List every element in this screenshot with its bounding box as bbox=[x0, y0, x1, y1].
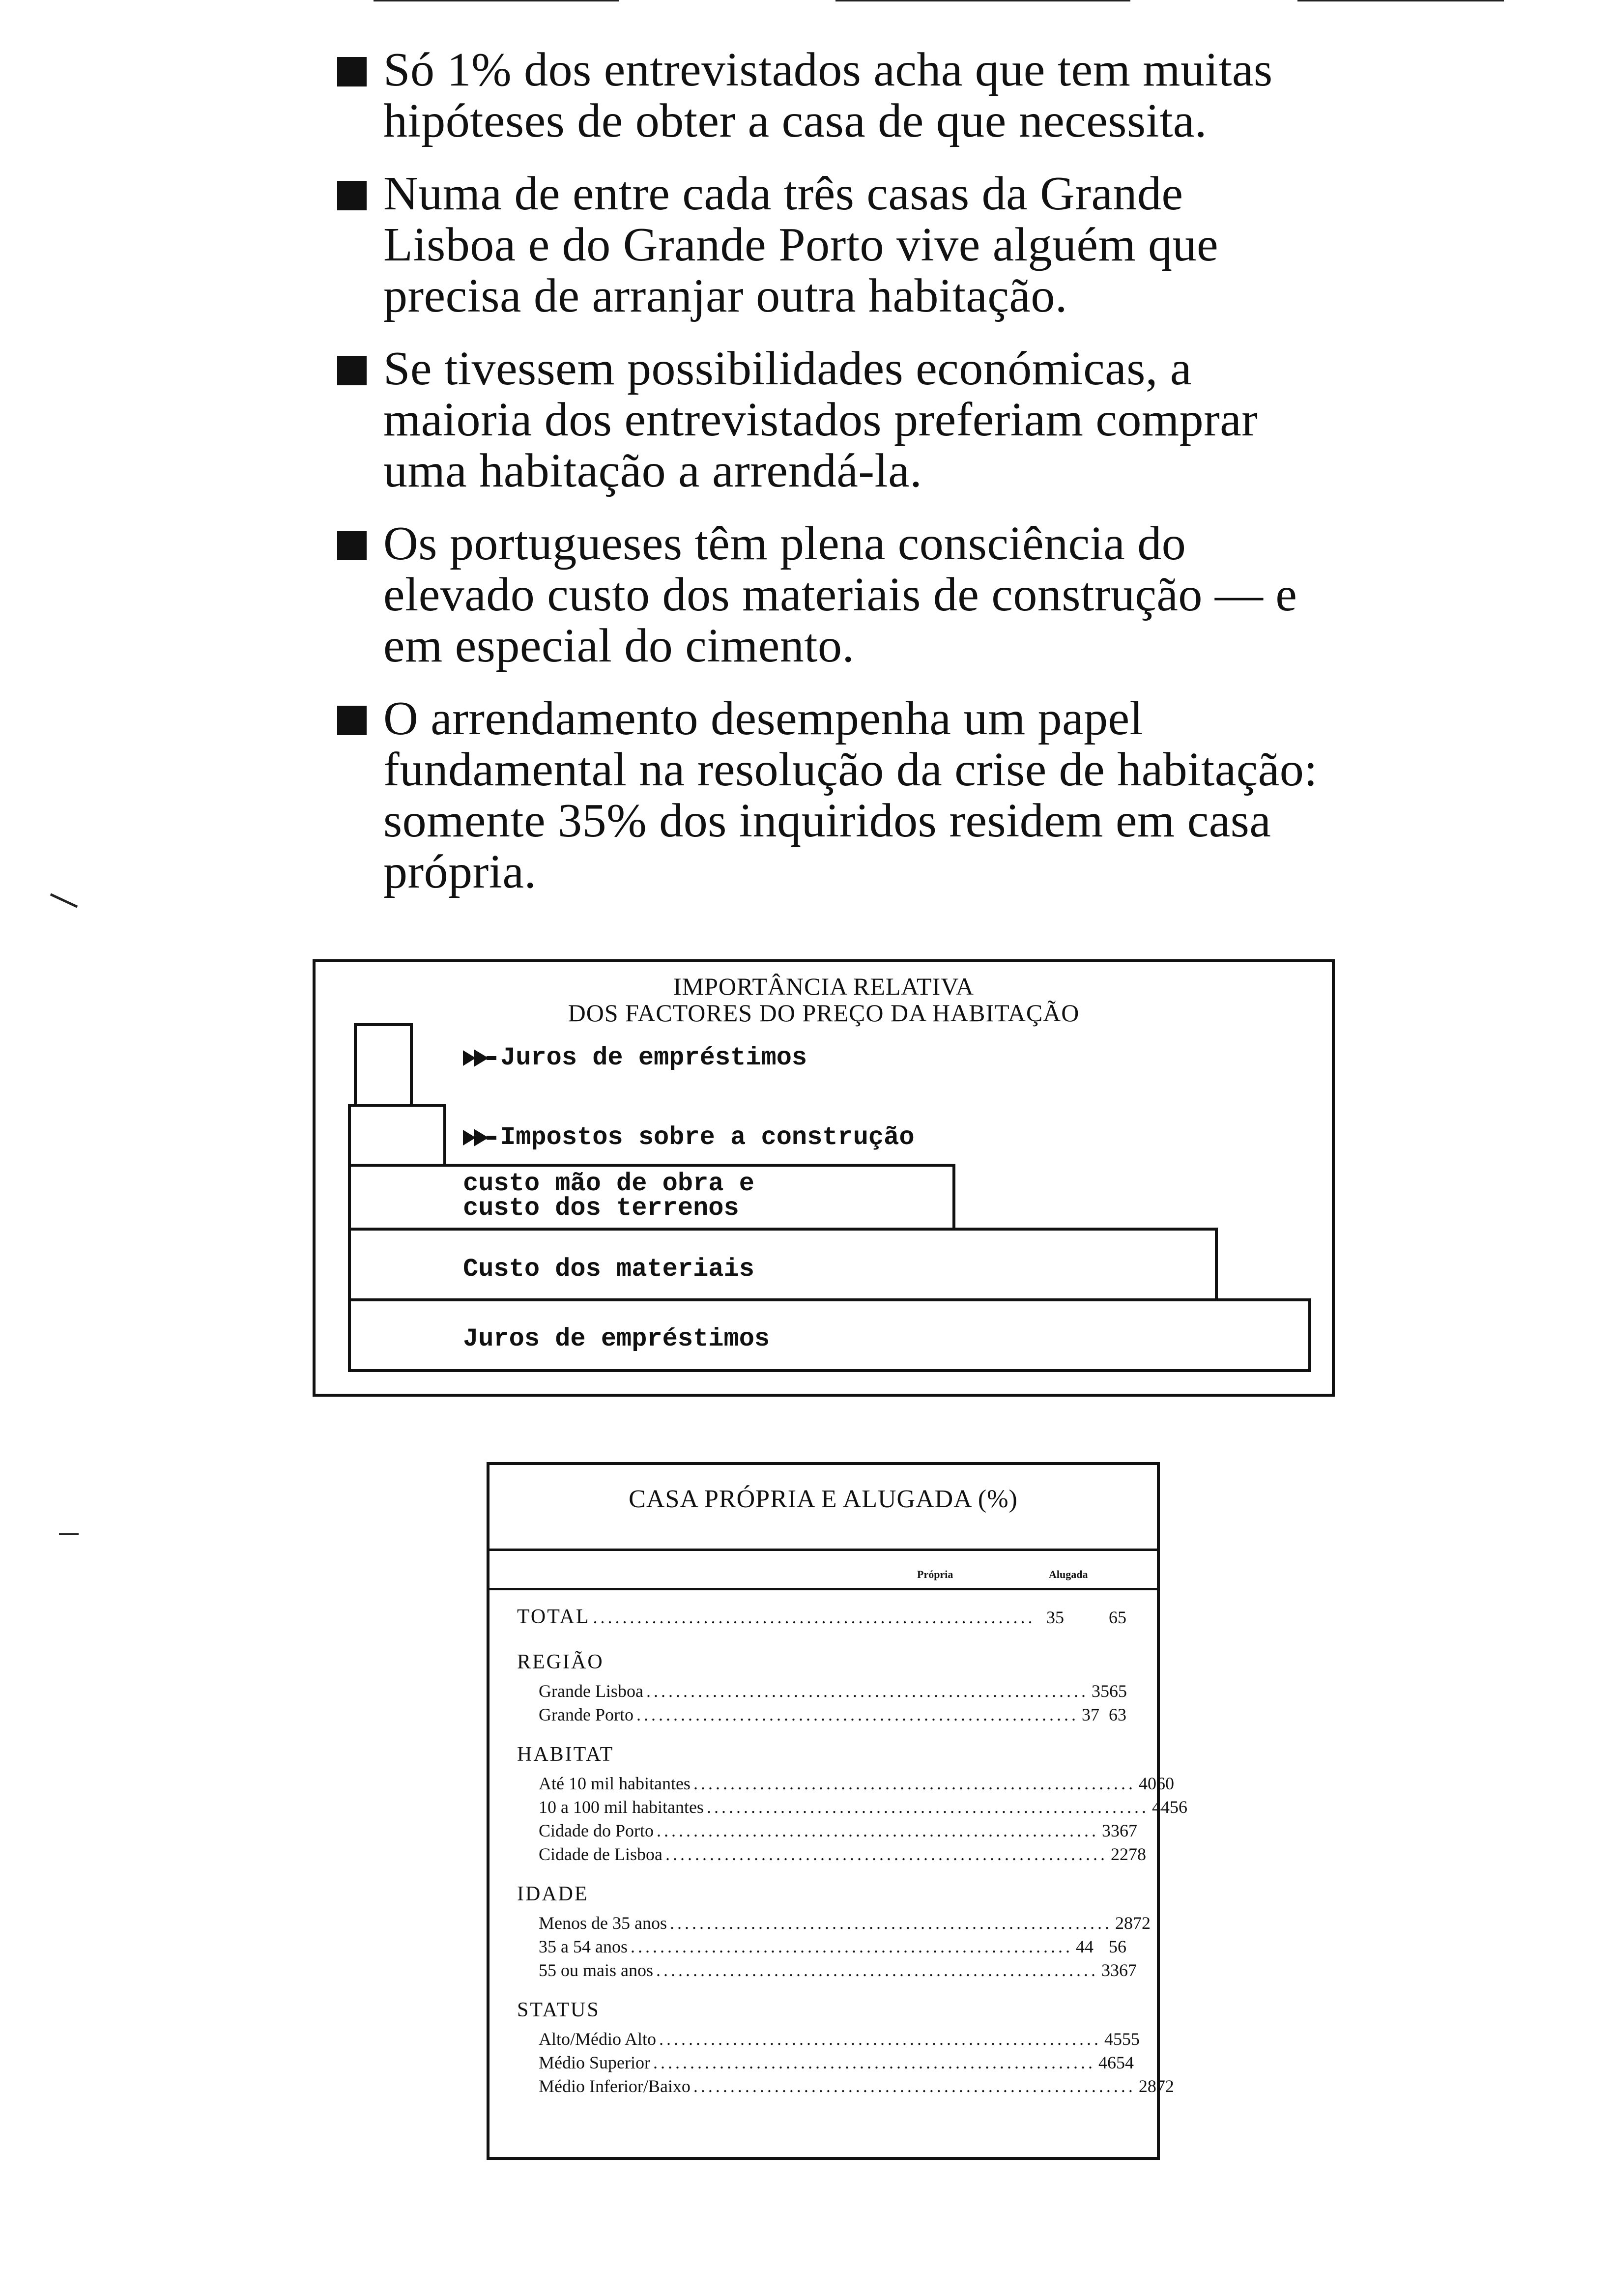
leader-dots: ............................................................ bbox=[656, 1821, 1099, 1840]
bullet-list bbox=[329, 44, 1322, 919]
factor-label: Juros de empréstimos bbox=[463, 1324, 770, 1353]
leader-dots: ............................................................ bbox=[656, 1960, 1098, 1980]
own-value: 33 bbox=[1101, 1821, 1120, 1840]
table-row bbox=[517, 1844, 1146, 1867]
double-arrow-right-icon bbox=[463, 1047, 497, 1069]
leader-dots: ............................................................ bbox=[665, 1844, 1108, 1864]
row-label: Médio Superior bbox=[539, 2053, 650, 2072]
factor-label: Juros de empréstimos bbox=[500, 1043, 807, 1072]
bullet-text: Os portugueses têm plena consciência do elevado custo dos materiais de construção — e em especial do cimento. bbox=[383, 517, 1297, 672]
leader-dots: ............................................................ bbox=[636, 1705, 1079, 1724]
square-bullet-icon bbox=[337, 356, 367, 385]
divider bbox=[489, 1549, 1157, 1551]
row-label: 55 ou mais anos bbox=[539, 1960, 653, 1980]
leader-dots: ............................................................ bbox=[630, 1937, 1073, 1956]
table-row bbox=[517, 1936, 1131, 1960]
ownership-table bbox=[487, 1462, 1187, 2160]
rent-value: 63 bbox=[1109, 1705, 1126, 1724]
square-bullet-icon bbox=[337, 706, 367, 735]
bullet-text: O arrendamento desempenha um papel fundamental na resolução da crise de habitação: somente 35% dos inquiridos residem em casa própria. bbox=[383, 692, 1318, 898]
scan-speck bbox=[50, 893, 78, 908]
double-arrow-right-icon bbox=[463, 1127, 497, 1148]
rent-value: 72 bbox=[1132, 1913, 1151, 1933]
own-value: 28 bbox=[1115, 1913, 1133, 1933]
own-value: 33 bbox=[1101, 1960, 1119, 1980]
factor-label: custo mão de obra e bbox=[463, 1169, 754, 1198]
row-label: Até 10 mil habitantes bbox=[539, 1774, 691, 1793]
leader-dots: ............................................................ bbox=[693, 1774, 1136, 1793]
table-row bbox=[517, 1704, 1131, 1728]
bullet-text: Só 1% dos entrevistados acha que tem muitas hipóteses de obter a casa de que necessita. bbox=[383, 43, 1273, 147]
divider bbox=[489, 1588, 1157, 1590]
column-header-own: Própria bbox=[917, 1568, 953, 1580]
bullet-item bbox=[329, 343, 1322, 496]
own-value: 44 bbox=[1075, 1937, 1094, 1956]
factor-label: Impostos sobre a construção bbox=[500, 1123, 915, 1152]
bullet-item bbox=[329, 693, 1322, 897]
factor-label: custo dos terrenos bbox=[463, 1194, 739, 1223]
group-label: IDADE bbox=[517, 1883, 589, 1905]
row-label: Cidade do Porto bbox=[539, 1821, 654, 1840]
bullet-item bbox=[329, 518, 1322, 671]
factor-row bbox=[463, 1124, 915, 1151]
row-label: Grande Lisboa bbox=[539, 1681, 643, 1701]
rent-value: 78 bbox=[1128, 1844, 1146, 1864]
diagram-title bbox=[316, 973, 1332, 1026]
own-value: 28 bbox=[1138, 2076, 1156, 2096]
bullet-text: Numa de entre cada três casas da Grande Lisboa e do Grande Porto vive alguém que precisa de arranjar outra habitação. bbox=[383, 167, 1219, 322]
group-label: REGIÃO bbox=[517, 1651, 604, 1673]
table-row bbox=[517, 1773, 1174, 1797]
table-row bbox=[517, 1820, 1137, 1844]
table-row bbox=[517, 2052, 1134, 2076]
rent-value: 67 bbox=[1119, 1960, 1137, 1980]
rent-value: 72 bbox=[1156, 2076, 1174, 2096]
row-label: Grande Porto bbox=[539, 1705, 633, 1724]
table-row bbox=[517, 1797, 1187, 1820]
scan-speck bbox=[1297, 0, 1504, 1]
group-label: HABITAT bbox=[517, 1743, 614, 1766]
row-label: TOTAL bbox=[517, 1606, 590, 1628]
column-header-rent: Alugada bbox=[1049, 1568, 1088, 1580]
rent-value: 65 bbox=[1109, 1681, 1127, 1701]
table-row bbox=[517, 2029, 1140, 2052]
factor-label: Custo dos materiais bbox=[463, 1255, 754, 1284]
bullet-item bbox=[329, 44, 1322, 146]
own-value: 44 bbox=[1151, 1797, 1170, 1817]
square-bullet-icon bbox=[337, 531, 367, 560]
own-value: 22 bbox=[1110, 1844, 1128, 1864]
scan-speck bbox=[835, 0, 1130, 1]
own-value: 40 bbox=[1138, 1774, 1156, 1793]
bullet-text: Se tivessem possibilidades económicas, a maioria dos entrevistados preferiam comprar uma habitação a arrendá-la. bbox=[383, 342, 1258, 497]
row-label: 35 a 54 anos bbox=[539, 1937, 628, 1956]
table-row bbox=[517, 1913, 1151, 1936]
table-row bbox=[517, 1960, 1137, 1983]
square-bullet-icon bbox=[337, 57, 367, 86]
row-label: Médio Inferior/Baixo bbox=[539, 2076, 691, 2096]
rent-value: 67 bbox=[1119, 1821, 1137, 1840]
row-label: Alto/Médio Alto bbox=[539, 2029, 657, 2049]
table-body bbox=[517, 1605, 1187, 2099]
price-factors-diagram bbox=[313, 959, 1335, 1397]
leader-dots: ............................................................ bbox=[593, 1607, 1036, 1627]
bullet-item bbox=[329, 168, 1322, 321]
group-label: STATUS bbox=[517, 1999, 600, 2021]
step-box-top bbox=[354, 1023, 413, 1107]
rent-value: 54 bbox=[1116, 2053, 1134, 2072]
table-row bbox=[517, 1681, 1131, 1704]
scan-speck bbox=[374, 0, 619, 1]
leader-dots: ............................................................ bbox=[669, 1913, 1112, 1933]
table-row bbox=[517, 1605, 1131, 1636]
rent-value: 60 bbox=[1156, 1774, 1174, 1793]
step-box-second bbox=[348, 1104, 446, 1167]
own-value: 45 bbox=[1104, 2029, 1123, 2049]
diagram-title-line2: DOS FACTORES DO PREÇO DA HABITAÇÃO bbox=[568, 999, 1080, 1027]
leader-dots: ............................................................ bbox=[646, 1681, 1089, 1701]
row-label: Cidade de Lisboa bbox=[539, 1844, 662, 1864]
own-value: 46 bbox=[1098, 2053, 1116, 2072]
square-bullet-icon bbox=[337, 181, 367, 210]
own-value: 35 bbox=[1046, 1607, 1065, 1627]
group-heading bbox=[517, 1882, 1131, 1913]
row-label: 10 a 100 mil habitantes bbox=[539, 1797, 704, 1817]
rent-value: 55 bbox=[1122, 2029, 1140, 2049]
own-value: 37 bbox=[1081, 1705, 1099, 1724]
scan-speck bbox=[59, 1533, 79, 1535]
own-value: 35 bbox=[1091, 1681, 1109, 1701]
leader-dots: ............................................................ bbox=[653, 2053, 1095, 2072]
group-heading bbox=[517, 1743, 1131, 1773]
group-heading bbox=[517, 1650, 1131, 1681]
diagram-title-line1: IMPORTÂNCIA RELATIVA bbox=[673, 973, 974, 1000]
leader-dots: ............................................................ bbox=[706, 1797, 1149, 1817]
rent-value: 56 bbox=[1109, 1937, 1126, 1956]
group-heading bbox=[517, 1998, 1131, 2029]
leader-dots: ............................................................ bbox=[693, 2076, 1136, 2096]
table-row bbox=[517, 2076, 1174, 2099]
table-title: CASA PRÓPRIA E ALUGADA (%) bbox=[629, 1485, 1018, 1513]
factor-row bbox=[463, 1045, 807, 1071]
rent-value: 56 bbox=[1169, 1797, 1187, 1817]
row-label: Menos de 35 anos bbox=[539, 1913, 667, 1933]
leader-dots: ............................................................ bbox=[659, 2029, 1102, 2049]
rent-value: 65 bbox=[1109, 1607, 1126, 1627]
